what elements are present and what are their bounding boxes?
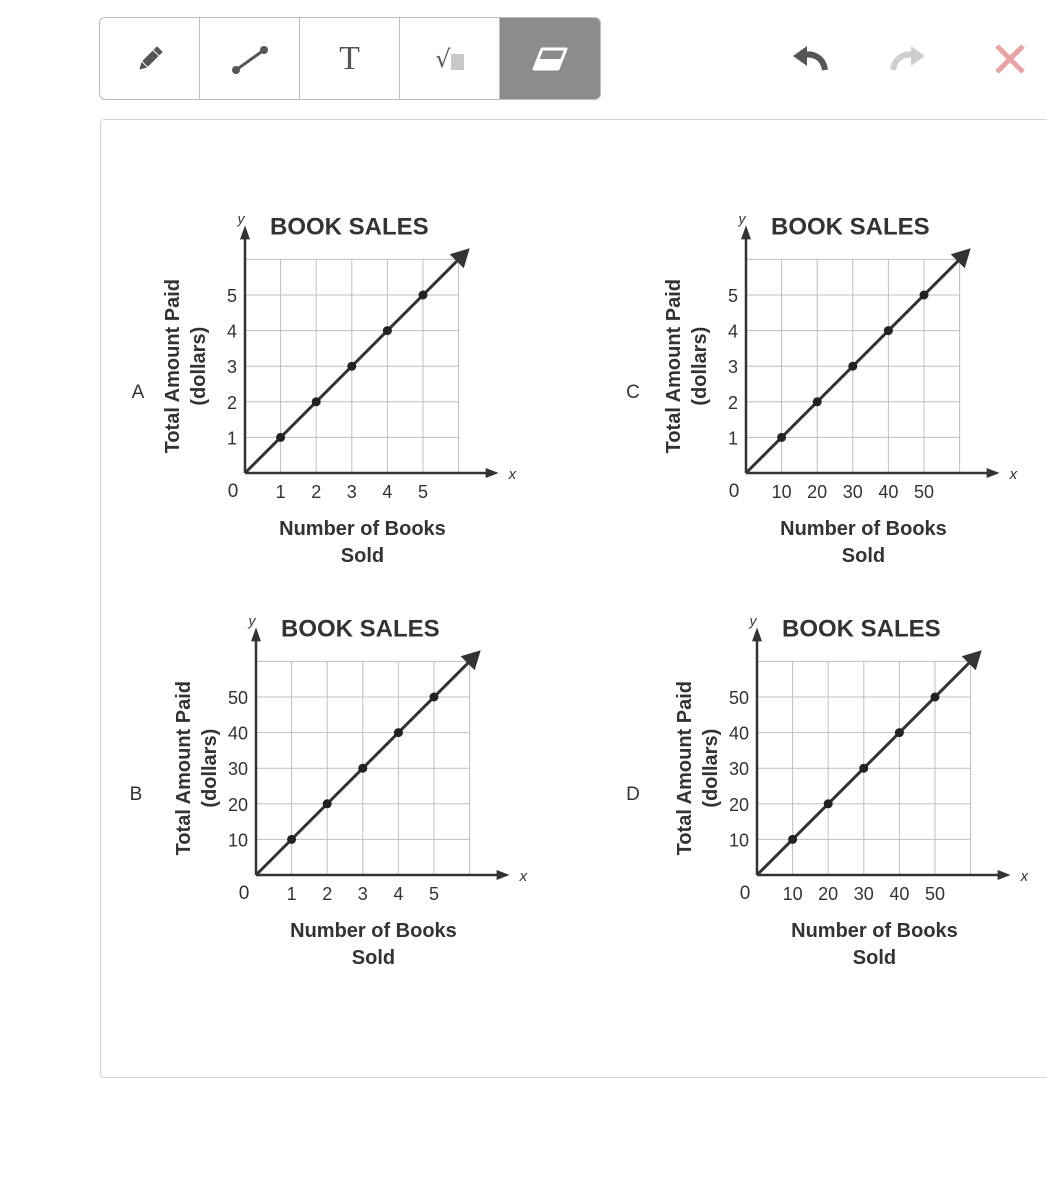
y-axis-arrow xyxy=(741,225,751,239)
y-axis-label: (dollars) xyxy=(689,326,711,406)
square-root-icon: √ xyxy=(435,45,463,73)
data-point xyxy=(884,326,893,335)
option-label: A xyxy=(131,382,145,403)
chart-b xyxy=(130,612,528,969)
y-tick-label: 2 xyxy=(727,392,738,413)
x-tick-label: 1 xyxy=(275,482,286,502)
y-tick-label: 5 xyxy=(727,286,738,306)
x-tick-label: 3 xyxy=(346,482,357,502)
data-point xyxy=(859,764,868,773)
x-tick-label: 3 xyxy=(357,884,368,904)
data-point xyxy=(848,362,857,371)
origin-label: 0 xyxy=(227,481,239,502)
data-point xyxy=(813,397,822,406)
y-tick-label: 20 xyxy=(227,794,248,815)
y-axis-symbol: y xyxy=(237,210,245,227)
y-tick-label: 50 xyxy=(227,688,248,708)
x-tick-label: 20 xyxy=(807,482,828,502)
x-tick-label: 30 xyxy=(853,884,874,904)
x-tick-label: 4 xyxy=(393,884,404,904)
option-label: C xyxy=(626,382,640,403)
data-point xyxy=(419,291,428,300)
y-axis-symbol: y xyxy=(738,210,746,227)
data-point xyxy=(358,764,367,773)
chart-c xyxy=(626,210,1017,567)
y-tick-label: 3 xyxy=(226,357,237,378)
x-tick-label: 1 xyxy=(286,884,297,904)
data-point xyxy=(312,397,321,406)
x-axis-label: Number of Books xyxy=(780,518,947,540)
data-point xyxy=(383,326,392,335)
y-tick-label: 10 xyxy=(728,830,749,851)
text-icon: T xyxy=(339,39,360,77)
x-axis-label: Number of Books xyxy=(290,920,457,942)
y-tick-label: 10 xyxy=(227,830,248,851)
x-axis-symbol: x xyxy=(1009,466,1018,483)
data-point xyxy=(276,433,285,442)
origin-label: 0 xyxy=(739,883,751,904)
data-point xyxy=(347,362,356,371)
data-point xyxy=(931,693,940,702)
chart-title: BOOK SALES xyxy=(281,615,440,643)
y-axis-symbol: y xyxy=(248,612,256,629)
chart-title: BOOK SALES xyxy=(771,213,930,241)
y-tick-label: 30 xyxy=(227,759,248,780)
y-tick-label: 4 xyxy=(226,321,237,342)
x-tick-label: 40 xyxy=(889,884,910,904)
x-axis-arrow xyxy=(987,468,1000,478)
data-point xyxy=(394,728,403,737)
x-axis-label: Sold xyxy=(841,545,886,567)
x-axis-label: Number of Books xyxy=(791,920,958,942)
y-tick-label: 1 xyxy=(226,428,237,449)
origin-label: 0 xyxy=(238,883,250,904)
y-axis-label: Total Amount Paid xyxy=(173,680,195,856)
x-tick-label: 2 xyxy=(311,482,322,502)
data-point xyxy=(323,799,332,808)
x-axis-label: Sold xyxy=(351,947,396,969)
x-tick-label: 40 xyxy=(878,482,899,502)
y-tick-label: 2 xyxy=(226,392,237,413)
y-axis-label: Total Amount Paid xyxy=(674,680,696,856)
y-tick-label: 40 xyxy=(227,723,248,744)
y-tick-label: 1 xyxy=(727,428,738,449)
y-axis-arrow xyxy=(251,627,261,641)
chart-title: BOOK SALES xyxy=(782,615,941,643)
y-tick-label: 50 xyxy=(728,688,749,708)
y-tick-label: 40 xyxy=(728,723,749,744)
y-tick-label: 3 xyxy=(727,357,738,378)
x-axis-symbol: x xyxy=(1020,868,1029,885)
data-point xyxy=(430,693,439,702)
data-point xyxy=(287,835,296,844)
x-tick-label: 30 xyxy=(842,482,863,502)
x-axis-symbol: x xyxy=(519,868,528,885)
x-axis-label: Sold xyxy=(340,545,385,567)
origin-label: 0 xyxy=(728,481,740,502)
data-point xyxy=(824,799,833,808)
y-tick-label: 5 xyxy=(226,286,237,306)
y-axis-symbol: y xyxy=(749,612,757,629)
x-axis-symbol: x xyxy=(508,466,517,483)
data-point xyxy=(920,291,929,300)
data-point xyxy=(788,835,797,844)
option-label: D xyxy=(626,784,640,805)
x-tick-label: 50 xyxy=(913,482,935,502)
x-axis-label: Number of Books xyxy=(279,518,446,540)
x-tick-label: 4 xyxy=(382,482,393,502)
x-tick-label: 2 xyxy=(322,884,333,904)
x-tick-label: 10 xyxy=(782,884,803,904)
y-axis-label: Total Amount Paid xyxy=(663,278,685,454)
y-axis-label: (dollars) xyxy=(188,326,210,406)
y-tick-label: 30 xyxy=(728,759,749,780)
data-point xyxy=(895,728,904,737)
data-point xyxy=(777,433,786,442)
x-axis-label: Sold xyxy=(852,947,897,969)
x-axis-arrow xyxy=(998,870,1011,880)
y-tick-label: 4 xyxy=(727,321,738,342)
y-axis-label: Total Amount Paid xyxy=(162,278,184,454)
x-axis-arrow xyxy=(486,468,499,478)
y-axis-label: (dollars) xyxy=(700,728,722,808)
x-tick-label: 20 xyxy=(818,884,839,904)
y-axis-arrow xyxy=(240,225,250,239)
y-tick-label: 20 xyxy=(728,794,749,815)
x-axis-arrow xyxy=(497,870,510,880)
y-axis-arrow xyxy=(752,627,762,641)
x-tick-label: 10 xyxy=(771,482,792,502)
y-axis-label: (dollars) xyxy=(199,728,221,808)
x-tick-label: 5 xyxy=(428,884,440,904)
x-tick-label: 5 xyxy=(417,482,429,502)
chart-title: BOOK SALES xyxy=(270,213,429,241)
chart-d xyxy=(626,612,1028,969)
x-tick-label: 50 xyxy=(924,884,946,904)
option-label: B xyxy=(129,784,143,805)
chart-a xyxy=(132,210,517,567)
